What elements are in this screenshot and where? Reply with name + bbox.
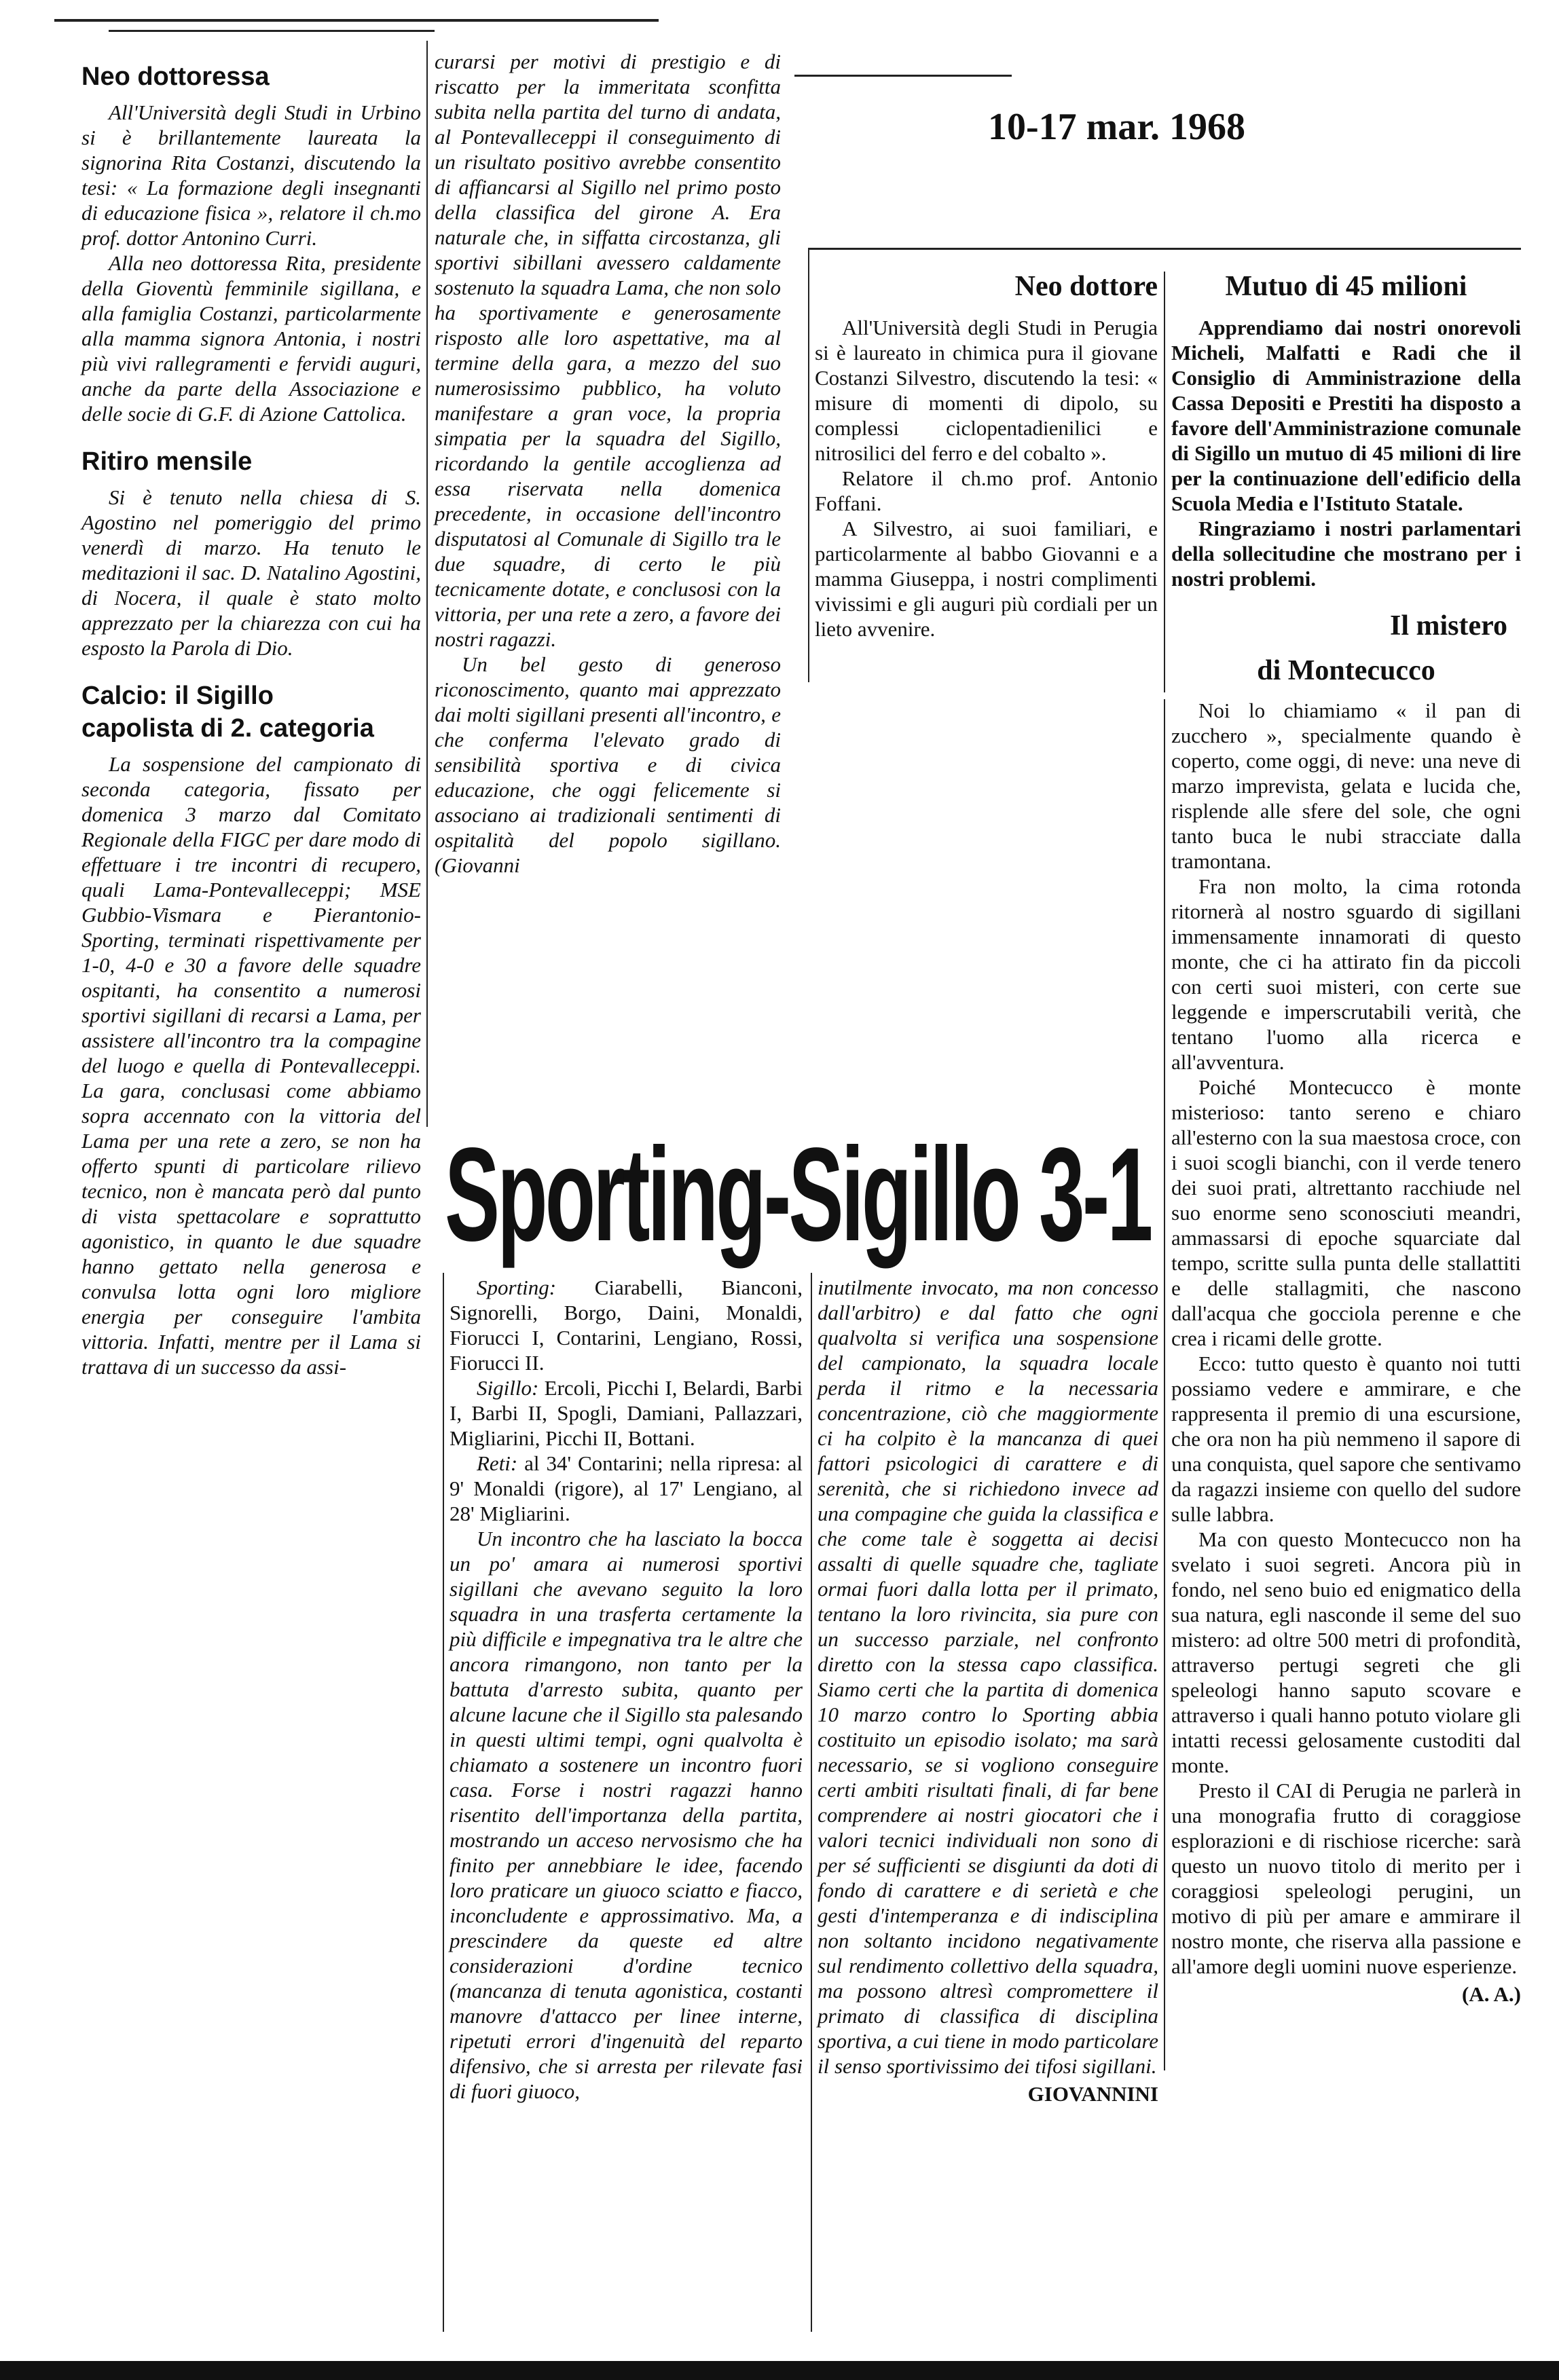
column-3 <box>450 1275 803 2104</box>
value: Ciarabelli, Bianconi, Signorelli, Borgo, Daini, Monaldi, Fiorucci I, Contarini, Lengiano, Rossi, Fiorucci II. <box>450 1276 803 1375</box>
box-rule-top <box>808 248 1521 250</box>
paragraph: Poiché Montecucco è monte misterioso: tanto sereno e chiaro all'esterno con la sua maestosa croce, con i suoi scogli bianchi, con il verde tenero dei suoi prati, altrettanto racchiude nel suo enorme seno sconosciuti meandri, ammassarsi di epoche squarciate dal tempo, scritte sulla punta delle stallattiti e delle stallagmiti, che nascono dall'acqua che gocciola perenne e che crea i ricami delle grotte. <box>1171 1075 1521 1350</box>
paragraph: Apprendiamo dai nostri onorevoli Micheli, Malfatti e Radi che il Consiglio di Amministrazione della Cassa Depositi e Prestiti ha disposto a favore dell'Amministrazione comunale di Sigillo un mutuo di 45 milioni di lire per la continuazione dell'edificio della Scuola Media e l'Istituto Statale. <box>1171 316 1521 515</box>
heading-mutuo: Mutuo di 45 milioni <box>1225 271 1467 302</box>
column-4 <box>818 1275 1158 2106</box>
top-rule-left <box>54 19 659 22</box>
paragraph: curarsi per motivi di prestigio e di riscatto per la immeritata sconfitta subita nella partita del turno di andata, al Pontevalleceppi il conseguimento di un risultato positivo avrebbe consentito di affiancarsi al Sigillo nel primo posto della classifica del girone A. Era naturale che, in siffatta circostanza, gli sportivi sibillani avessero caldamente sostenuto la squadra Lama, che non solo ha sportivamente e generosamente risposto alle loro aspettative, ma al termine della gara, a mezzo del suo numerosissimo pubblico, ha voluto manifestare a gran voce, la propria simpatia per la squadra del Sigillo, ricordando la gentile accoglienza ad essa riservata nella domenica precedente, in occasione dell'incontro disputatosi al Comunale di Sigillo tra le due squadre, di certo le più tecnicamente dotate, e conclusosi con la vittoria, per una rete a zero, a favore dei nostri ragazzi. <box>435 50 781 651</box>
heading-neo-dottore: Neo dottore <box>1014 271 1158 302</box>
top-rule-right <box>794 75 1012 77</box>
goals <box>450 1451 803 1526</box>
article-neo-dottore <box>815 272 1158 642</box>
article-mutuo <box>1171 272 1521 591</box>
report-rule-right <box>1164 699 1165 2070</box>
paragraph: Ecco: tutto questo è quanto noi tutti possiamo vedere e ammirare, e che rappresenta il premio di una escursione, che ora non ha più nemmeno il sapore di una conquista, quel sapore che sentivamo da ragazzi insieme con quello del sudore sulle labbra. <box>1171 1352 1521 1526</box>
signature: (A. A.) <box>1462 1982 1521 2006</box>
lineup-sigillo <box>450 1375 803 1451</box>
paragraph: Ma con questo Montecucco non ha svelato i suoi segreti. Ancora più in fondo, nel seno buio ed enigmatico della sua natura, egli nasconde il seme del suo mistero: ad oltre 500 metri di profondità, attraverso pertugi segreti che gli speleologi hanno saputo scovare e attraverso i quali hanno potuto violare gli intatti recessi gelosamente custoditi dal monte. <box>1171 1527 1521 1777</box>
paragraph: All'Università degli Studi in Urbino si è brillantemente laureata la signorina Rita Costanzi, discutendo la tesi: « La formazione degli insegnanti di educazione fisica », relatore il ch.mo prof. dottor Antonino Curri. <box>81 100 421 250</box>
report-rule-mid <box>811 1273 812 2332</box>
label: Sigillo: <box>477 1376 539 1400</box>
paragraph: La sospensione del campionato di seconda categoria, fissato per domenica 3 marzo dal Comitato Regionale della FIGC per dare modo di effettuare i tre incontri di recupero, quali Lama-Pontevalleceppi; MSE Gubbio-Vismara e Pierantonio-Sporting, terminati rispettivamente per 1-0, 4-0 e 30 a favore delle squadre ospitanti, ha consentito a numerosi sportivi sigillani di recarsi a Lama, per assistere all'incontro tra la compagine del luogo e quella di Pontevalleceppi. La gara, conclusasi come abbiamo sopra accennato con la vittoria del Lama per una rete a zero, se non ha offerto spunti di particolare rilievo tecnico, non è mancata però dal punto di vista spettacolare e soprattutto agonistico, in quanto le due squadre hanno gettato nella generosa e convulsa lotta ogni loro migliore energia per conseguire l'ambita vittoria. Infatti, mentre per il Lama si trattava di un successo da assi- <box>81 752 421 1379</box>
label: Reti: <box>477 1451 518 1475</box>
issue-date: 10-17 mar. 1968 <box>988 106 1246 148</box>
paragraph: Fra non molto, la cima rotonda ritornerà al nostro sguardo di sigillani immensamente innamorati di questo monte, che ci ha attirato fin da piccoli con certi suoi misteri, con certe sue leggende e imperscrutabili verità, che tentano l'uomo alla ricerca e all'avventura. <box>1171 874 1521 1074</box>
paragraph: Alla neo dottoressa Rita, presidente della Gioventù femminile sigillana, e alla famiglia Costanzi, particolarmente alla mamma signora Antonia, i nostri più vivi rallegramenti e fervidi auguri, anche da parte della Associazione e delle socie di G.F. di Azione Cattolica. <box>81 251 421 426</box>
heading-ritiro-mensile: Ritiro mensile <box>81 447 253 476</box>
paragraph: Relatore il ch.mo prof. Antonio Foffani. <box>815 466 1158 515</box>
paragraph: Si è tenuto nella chiesa di S. Agostino nel pomeriggio del primo venerdì di marzo. Ha tenuto le meditazioni il sac. D. Natalino Agostini, di Nocera, il quale è stato molto apprezzato per la chiarezza con cui ha esposto la Parola di Dio. <box>81 485 421 660</box>
heading-mistero-2: di Montecucco <box>1257 655 1435 686</box>
paragraph: All'Università degli Studi in Perugia si è laureato in chimica pura il giovane Costanzi Silvestro, discutendo la tesi: « misure di momenti di dipolo, su complessi ciclopentadienilici e nitrosilici del ferro e del cobalto ». <box>815 316 1158 465</box>
heading-calcio-line1: Calcio: il Sigillo <box>81 682 274 710</box>
bottom-band <box>0 2361 1559 2380</box>
lineup-sporting <box>450 1275 803 1375</box>
report-rule-left <box>443 1273 444 2332</box>
paragraph: inutilmente invocato, ma non concesso dall'arbitro) e dal fatto che ogni qualvolta si verifica una sospensione del campionato, la squadra locale perda il ritmo e la necessaria concentrazione, ciò che maggiormente ci ha colpito è la mancanza di quei fattori psicologici di carattere e di serenità, che si richiedono invece ad una compagine che guida la classifica e che come tale è soggetta ai decisi assalti di quelle squadre che, tagliate ormai fuori dalla lotta per il primato, tentano la loro rivincita, sia pure con un successo parziale, nel confronto diretto con la stessa capo classifica. Siamo certi che la partita di domenica 10 marzo contro lo Sporting abbia costituito un episodio isolato; ma sarà necessario, se si vogliono conseguire certi ambiti risultati finali, di far bene comprendere ai nostri giocatori che i valori tecnici individuali non sono di per sé sufficienti se disgiunti da doti di fondo di carattere e di serietà e che gesti d'intemperanza e di indisciplina non soltanto incidono negativamente sul rendimento collettivo della squadra, ma possono altresì compromettere il primato di classifica di disciplina sportiva, a cui tiene in modo particolare il senso sportivissimo dei tifosi sigillani. <box>818 1276 1158 2078</box>
column-2 <box>435 49 781 878</box>
label: Sporting: <box>477 1276 557 1299</box>
paragraph: Ringraziamo i nostri parlamentari della sollecitudine che mostrano per i nostri problemi. <box>1171 517 1521 591</box>
signature: GIOVANNINI <box>1027 2082 1158 2106</box>
paragraph: Un bel gesto di generoso riconoscimento, quanto mai apprezzato dai molti sigillani presenti all'incontro, e che conferma l'elevato grado di sensibilità sportiva e di civica educazione, che oggi felicemente si associano ai tradizionali sentimenti di ospitalità del popolo sigillano. (Giovanni <box>435 652 781 877</box>
top-rule-left-2 <box>109 30 435 32</box>
paragraph: Noi lo chiamiamo « il pan di zucchero », specialmente quando è coperto, come oggi, di neve: una neve di marzo imprevista, gelata e lucida che, risplende alle sfere del sole, che ogni tanto buca le nubi stracciate dalla tramontana. <box>1171 699 1521 873</box>
heading-neo-dottoressa: Neo dottoressa <box>81 62 270 91</box>
column-1 <box>81 51 421 1379</box>
heading-mistero-1: Il mistero <box>1389 610 1507 642</box>
box-rule-left <box>808 248 809 682</box>
article-mistero <box>1171 611 1521 2007</box>
column-divider-right <box>1164 272 1165 692</box>
paragraph: Presto il CAI di Perugia ne parlerà in una monografia frutto di coraggiose esplorazioni e di rischiose ricerche: sarà questo un nuovo titolo di merito per i coraggiosi speleologi perugini, un motivo di più per amare e ammirare il nostro monte, che riserva alla passione e all'amore degli uomini nuove esperienze. <box>1171 1779 1521 1978</box>
heading-calcio-line2: capolista di 2. categoria <box>81 714 374 743</box>
paragraph: Un incontro che ha lasciato la bocca un po' amara ai numerosi sportivi sigillani che avevano seguito la loro squadra in una trasferta certamente la più difficile e impegnativa tra le altre che ancora rimangono, non tanto per la battuta d'arresto subita, quanto per alcune lacune che il Sigillo sta palesando in questi ultimi tempi, ogni qualvolta è chiamato a sostenere un incontro fuori casa. Forse i nostri ragazzi hanno risentito dell'importanza della partita, mostrando un acceso nervosismo che ha finito per annebbiare le idee, facendo loro praticare un giuoco sciatto e fiacco, inconcludente e approssimativo. Ma, a prescindere da queste ed altre considerazioni d'ordine tecnico (mancanza di tenuta agonistica, costanti manovre d'attacco per linee interne, ripetuti errori d'ingenuità del reparto difensivo, che si arresta per rilevate fasi di fuori giuoco, <box>450 1527 803 2103</box>
value: al 34' Contarini; nella ripresa: al 9' Monaldi (rigore), al 17' Lengiano, al 28' Migliarini. <box>450 1451 803 1525</box>
headline: Sporting-Sigillo 3-1 <box>445 1120 1151 1269</box>
value: Ercoli, Picchi I, Belardi, Barbi I, Barbi II, Spogli, Damiani, Pallazzari, Migliarini, Picchi II, Bottani. <box>450 1376 803 1450</box>
column-divider <box>426 41 428 1127</box>
paragraph: A Silvestro, ai suoi familiari, e particolarmente al babbo Giovanni e a mamma Giuseppa, i nostri complimenti vivissimi e gli auguri più cordiali per un lieto avvenire. <box>815 517 1158 641</box>
